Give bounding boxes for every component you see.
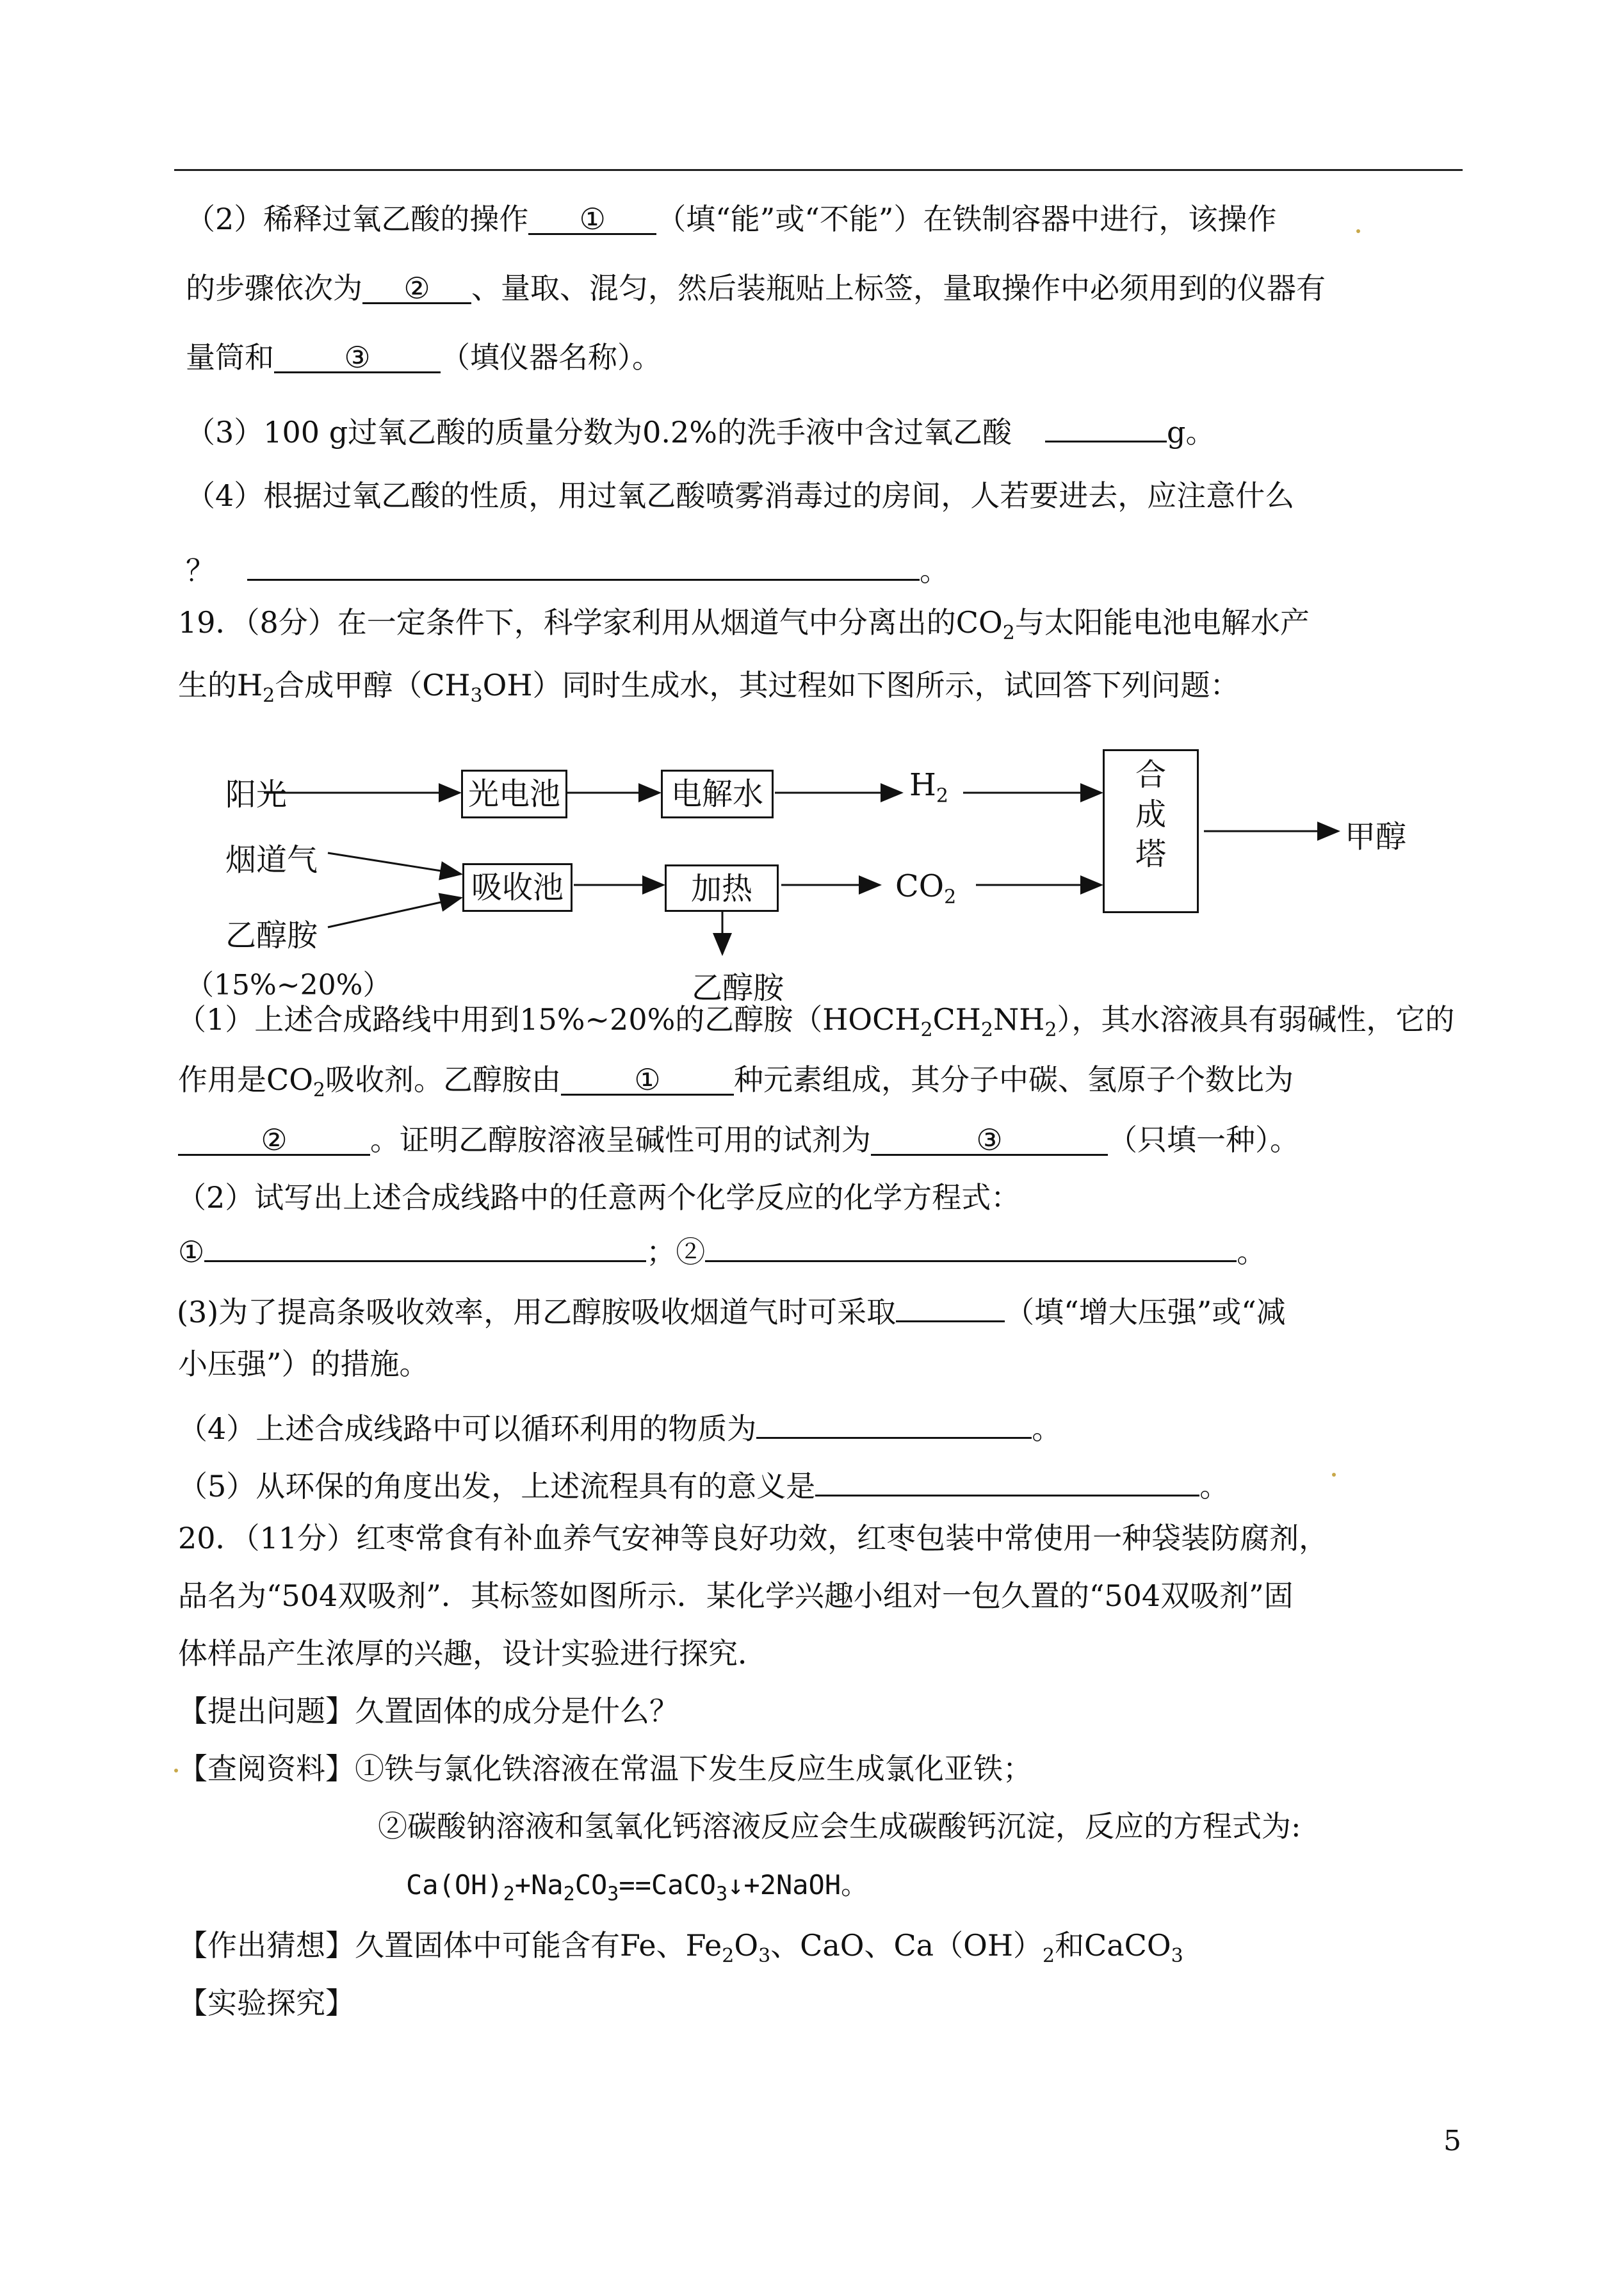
label-methanol: 甲醇 [1345, 819, 1407, 855]
q18-part3 [186, 407, 1215, 451]
q19-part3-line2 [178, 1345, 429, 1383]
text: 种元素组成，其分子中碳、氢原子个数比为 [734, 1062, 1294, 1097]
q20-question [178, 1692, 679, 1730]
text: CH [932, 1002, 981, 1037]
answer-blank-2[interactable]: ② [178, 1121, 370, 1156]
text: 品名为“504双吸剂”．其标签如图所示．某化学兴趣小组对一包久置的“504双吸剂”固 [178, 1578, 1294, 1613]
answer-blank[interactable] [896, 1287, 1005, 1322]
subscript: 3 [716, 1883, 728, 1906]
arrow-amine-to-absorber [328, 898, 461, 927]
scan-speck [1332, 1473, 1336, 1477]
text: 。 [1199, 1469, 1230, 1504]
answer-blank-2[interactable]: ② [362, 269, 471, 304]
text: 【实验探究】 [178, 1986, 355, 2020]
text: 20．（11分）红枣常食有补血养气安神等良好功效，红枣包装中常使用一种袋装防腐剂， [178, 1521, 1329, 1555]
text: （填“能”或“不能”）在铁制容器中进行，该操作 [656, 202, 1277, 236]
text: 、CaO、Ca（OH） [770, 1928, 1043, 1963]
subscript: 2 [1044, 1019, 1057, 1042]
subscript: 2 [722, 1945, 735, 1968]
subscript: 2 [936, 784, 948, 807]
text: ↓+2NaOH。 [727, 1869, 868, 1901]
text: (3)为了提高条吸收效率，用乙醇胺吸收烟道气时可采取 [177, 1295, 897, 1329]
q20-intro-line1 [178, 1519, 1328, 1557]
text: g。 [1167, 415, 1215, 450]
answer-blank-3[interactable]: ③ [274, 338, 441, 373]
text: H [909, 767, 936, 803]
text: 与太阳能电池电解水产 [1014, 605, 1310, 640]
text: ②碳酸钠溶液和氢氧化钙溶液反应会生成碳酸钙沉淀，反应的方程式为: [378, 1809, 1301, 1844]
q20-hypothesis [178, 1926, 1183, 1968]
arrow-flue-to-absorber [328, 853, 461, 874]
text: （2）稀释过氧乙酸的操作 [186, 202, 529, 236]
text: ），其水溶液具有弱碱性，它的 [1057, 1002, 1455, 1037]
scan-speck [174, 1769, 178, 1772]
subscript: 2 [980, 1019, 993, 1042]
q18-part2-line1 [186, 200, 1276, 238]
label-ethanolamine-output: 乙醇胺 [692, 970, 784, 1006]
text: ① [178, 1235, 205, 1269]
text: 和CaCO [1055, 1928, 1171, 1963]
answer-blank[interactable] [756, 1404, 1032, 1439]
label-concentration: （15%~20%） [186, 969, 391, 1002]
q18-part4-line2 [186, 546, 949, 590]
text: （只填一种）。 [1108, 1123, 1299, 1157]
text: 小压强”）的措施。 [178, 1347, 429, 1381]
text: Ca(OH) [406, 1869, 503, 1901]
text: OH）同时生成水，其过程如下图所示，试回答下列问题： [482, 668, 1240, 702]
answer-blank[interactable] [1045, 407, 1167, 442]
text: （4）上述合成线路中可以循环利用的物质为 [178, 1411, 757, 1446]
header-rule [174, 169, 1463, 171]
text: 。 [920, 553, 949, 588]
text: （4）根据过氧乙酸的性质，用过氧乙酸喷雾消毒过的房间，人若要进去，应注意什么 [186, 478, 1295, 513]
q19-part3-line1 [177, 1287, 1286, 1331]
box-absorber: 吸收池 [462, 863, 572, 912]
subscript: 3 [470, 685, 483, 708]
text: （填“增大压强”或“减 [1005, 1295, 1286, 1329]
subscript: 2 [920, 1019, 933, 1042]
q20-info-line1 [178, 1749, 1032, 1788]
tower-label-line1: 合 [1135, 757, 1166, 793]
text: 生的H [178, 668, 263, 702]
text: 。证明乙醇胺溶液呈碱性可用的试剂为 [370, 1123, 871, 1157]
answer-blank-3[interactable]: ③ [871, 1121, 1108, 1156]
text: ；② [646, 1235, 706, 1269]
q19-part5 [178, 1461, 1229, 1505]
tower-label-line3: 塔 [1135, 836, 1166, 872]
q18-part4-line1 [186, 476, 1294, 515]
text: 【查阅资料】①铁与氯化铁溶液在常温下发生反应生成氯化亚铁； [178, 1751, 1032, 1786]
text: NH [993, 1002, 1045, 1037]
subscript: 2 [944, 886, 957, 909]
box-synthesis-tower [1103, 749, 1199, 913]
q19-part1-line3 [178, 1121, 1299, 1159]
text: O [734, 1928, 759, 1963]
q19-intro-line2 [178, 666, 1240, 708]
q19-part2-line2 [178, 1227, 1266, 1271]
label-ethanolamine-input: 乙醇胺 [225, 918, 318, 953]
q18-part2-line2 [186, 269, 1326, 307]
subscript: 2 [1002, 622, 1015, 645]
equation-blank-1[interactable] [204, 1227, 646, 1262]
text: 【提出问题】久置固体的成分是什么？ [178, 1694, 679, 1728]
q19-part1-line1 [177, 1000, 1455, 1042]
page-number: 5 [1443, 2125, 1461, 2157]
subscript: 3 [758, 1945, 771, 1968]
q20-explore-heading [178, 1984, 355, 2022]
box-heating: 加热 [665, 864, 779, 912]
q19-part2-line1 [177, 1178, 1020, 1217]
q19-part4 [178, 1404, 1061, 1448]
label-sunlight: 阳光 [225, 777, 288, 813]
process-flow-diagram [186, 724, 1466, 1006]
text: 【作出猜想】久置固体中可能含有Fe、Fe [178, 1928, 722, 1963]
box-solar-cell: 光电池 [461, 770, 567, 818]
text: 。 [1032, 1411, 1062, 1446]
text: 作用是CO [178, 1062, 313, 1097]
answer-blank-1[interactable]: ① [561, 1060, 734, 1096]
equation-blank-2[interactable] [705, 1227, 1237, 1262]
q20-info-line2 [378, 1807, 1301, 1845]
label-co2 [895, 868, 957, 909]
text: （1）上述合成路线中用到15%~20%的乙醇胺（HOCH [177, 1002, 921, 1037]
text: CO [895, 868, 945, 904]
text: ==CaCO [619, 1869, 717, 1901]
subscript: 2 [563, 1883, 575, 1906]
answer-blank-1[interactable]: ① [528, 200, 656, 235]
q20-intro-line3 [178, 1634, 767, 1673]
text: ？ [186, 553, 215, 588]
q19-intro-line1 [178, 603, 1310, 645]
text: 合成甲醇（CH [275, 668, 471, 702]
answer-blank[interactable] [815, 1461, 1199, 1496]
text: CO [574, 1869, 608, 1901]
text: 量筒和 [186, 340, 274, 375]
text: 的步骤依次为 [186, 271, 362, 305]
subscript: 3 [1171, 1945, 1183, 1968]
subscript: 2 [263, 685, 275, 708]
text: （2）试写出上述合成线路中的任意两个化学反应的化学方程式： [177, 1180, 1021, 1215]
label-flue-gas: 烟道气 [225, 842, 318, 878]
answer-blank[interactable] [247, 546, 920, 581]
q19-part1-line2 [178, 1060, 1294, 1102]
subscript: 2 [313, 1079, 326, 1102]
text: （3）100 g过氧乙酸的质量分数为0.2%的洗手液中含过氧乙酸 [186, 415, 1012, 450]
diagram-arrows [186, 724, 1466, 993]
text: （5）从环保的角度出发，上述流程具有的意义是 [178, 1469, 816, 1504]
box-electrolysis: 电解水 [661, 770, 774, 818]
text: 体样品产生浓厚的兴趣，设计实验进行探究． [178, 1636, 767, 1671]
text: 、量取、混匀，然后装瓶贴上标签，量取操作中必须用到的仪器有 [471, 271, 1326, 305]
text: 19．（8分）在一定条件下，科学家利用从烟道气中分离出的CO [178, 605, 1003, 640]
text: 吸收剂。乙醇胺由 [325, 1062, 562, 1097]
subscript: 2 [1042, 1945, 1055, 1968]
q20-intro-line2 [178, 1577, 1294, 1615]
q20-equation [406, 1866, 868, 1904]
scan-speck [1356, 229, 1360, 233]
q18-part2-line3 [186, 338, 662, 377]
text: +Na [514, 1869, 564, 1901]
tower-label-line2: 成 [1135, 797, 1166, 832]
subscript: 2 [503, 1883, 515, 1906]
text: 。 [1237, 1235, 1267, 1269]
subscript: 3 [607, 1883, 619, 1906]
text: （填仪器名称）。 [441, 340, 662, 375]
label-h2 [909, 767, 948, 807]
